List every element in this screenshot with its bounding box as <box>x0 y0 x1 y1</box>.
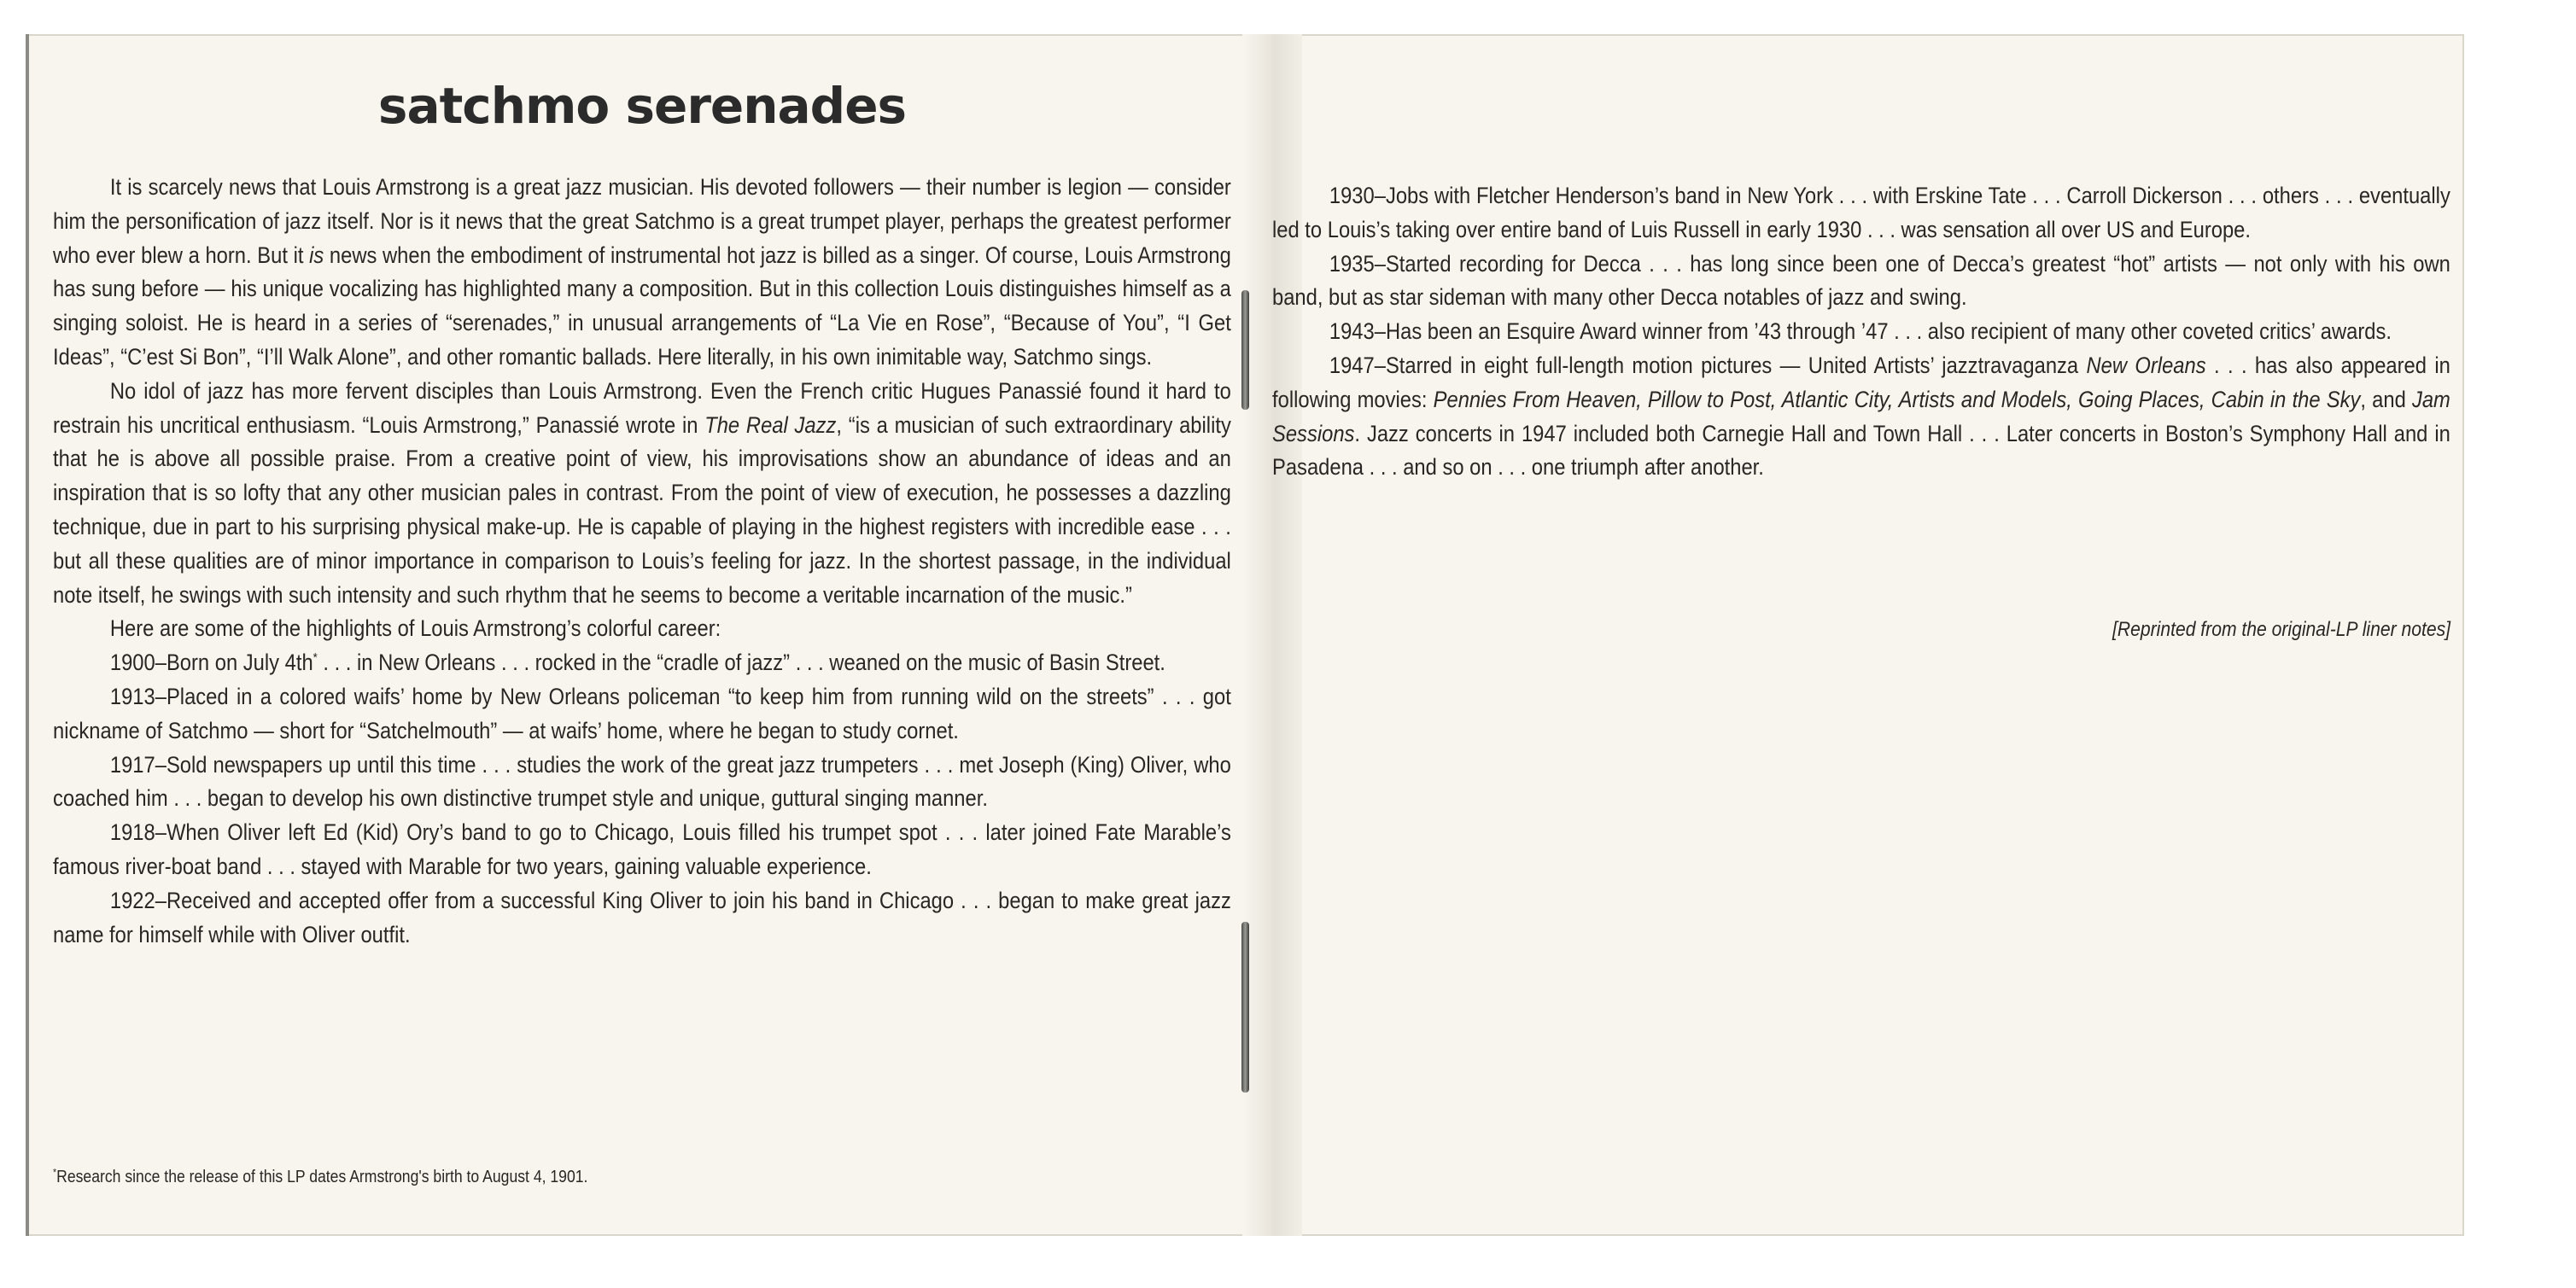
staple-bottom <box>1241 922 1249 1093</box>
left-body-text <box>53 171 1231 952</box>
reprint-credit: [Reprinted from the original-LP liner notes] <box>2112 618 2450 641</box>
footnote: *Research since the release of this LP dates Armstrong's birth to August 4, 1901. <box>53 1166 588 1186</box>
career-entry-1930: 1930–Jobs with Fletcher Henderson’s band in New York . . . with Erskine Tate . . . Carroll Dickerson . . . others . . . eventually led to Louis’s taking over entire band of Luis Russell in early 1930 . . . was sensation all over US and Europe. <box>1272 183 2450 242</box>
career-entry-1935: 1935–Started recording for Decca . . . has long since been one of Decca’s greatest “hot” artists — not only with his own band, but as star sideman with many other Decca notables of jazz and swing. <box>1272 250 2450 311</box>
right-page <box>1272 34 2450 1236</box>
career-entry-1900: 1900–Born on July 4th* . . . in New Orleans . . . rocked in the “cradle of jazz” . . . weaned on the music of Basin Street. <box>109 650 1165 676</box>
staple-top <box>1241 290 1249 410</box>
right-body-text <box>1272 179 2450 485</box>
booklet-spread <box>26 34 2464 1236</box>
page-title: satchmo serenades <box>377 77 907 135</box>
career-entry-1917: 1917–Sold newspapers up until this time . . . studies the work of the great jazz trumpeters . . . met Joseph (King) Oliver, who coached him . . . began to develop his own distinctive trumpet style and unique, guttural singing manner. <box>53 751 1231 812</box>
intro-paragraph-2: No idol of jazz has more fervent disciples than Louis Armstrong. Even the French critic Hugues Panassié found it hard to restrain his uncritical enthusiasm. “Louis Armstrong,” Panassié wrote in The Real Jazz, “is a musician of such extraordinary ability that he is above all possible praise. From a creative point of view, his improvisations show an abundance of ideas and an inspiration that is so lofty that any other musician pales in contrast. From the point of view of execution, he possesses a dazzling technique, due in part to his surprising physical make-up. He is capable of playing in the highest registers with incredible ease . . . but all these qualities are of minor importance in comparison to Louis’s feeling for jazz. In the shortest passage, in the individual note itself, he swings with such intensity and such rhythm that he seems to become a veritable incarnation of the music.” <box>53 377 1231 608</box>
left-page <box>53 34 1231 1236</box>
footnote-marker: * <box>313 650 318 666</box>
career-entry-1947: 1947–Starred in eight full-length motion pictures — United Artists’ jazztravaganza New Orleans . . . has also appeared in following movies: Pennies From Heaven, Pillow to Post, Atlantic City, Artists and Models, Going Places, Cabin in the Sky, and Jam Sessions. Jazz concerts in 1947 included both Carnegie Hall and Town Hall . . . Later concerts in Boston’s Symphony Hall and in Pasadena . . . and so on . . . one triumph after another. <box>1272 352 2450 481</box>
intro-paragraph-3: Here are some of the highlights of Louis Armstrong’s colorful career: <box>109 615 721 642</box>
career-entry-1913: 1913–Placed in a colored waifs’ home by New Orleans policeman “to keep him from running wild on the streets” . . . got nickname of Satchmo — short for “Satchelmouth” — at waifs’ home, where he began to study cornet. <box>53 683 1231 743</box>
career-entry-1918: 1918–When Oliver left Ed (Kid) Ory’s band to go to Chicago, Louis filled his trumpet spot . . . later joined Fate Marable’s famous river-boat band . . . stayed with Marable for two years, gaining valuable experience. <box>53 819 1231 879</box>
intro-paragraph-1: It is scarcely news that Louis Armstrong is a great jazz musician. His devoted followers — their number is legion — consider him the personification of jazz itself. Nor is it news that the great Satchmo is a great trumpet player, perhaps the greatest performer who ever blew a horn. But it is news when the embodiment of instrumental hot jazz is billed as a singer. Of course, Louis Armstrong has sung before — his unique vocalizing has highlighted many a composition. But in this collection Louis distinguishes himself as a singing soloist. He is heard in a series of “serenades,” in unusual arrangements of “La Vie en Rose”, “Because of You”, “I Get Ideas”, “C’est Si Bon”, “I’ll Walk Alone”, and other romantic ballads. Here literally, in his own inimitable way, Satchmo sings. <box>53 174 1231 370</box>
career-entry-1922: 1922–Received and accepted offer from a successful King Oliver to join his band in Chicago . . . began to make great jazz name for himself while with Oliver outfit. <box>53 887 1231 947</box>
career-entry-1943: 1943–Has been an Esquire Award winner from ’43 through ’47 . . . also recipient of many other coveted critics’ awards. <box>1329 318 2392 345</box>
